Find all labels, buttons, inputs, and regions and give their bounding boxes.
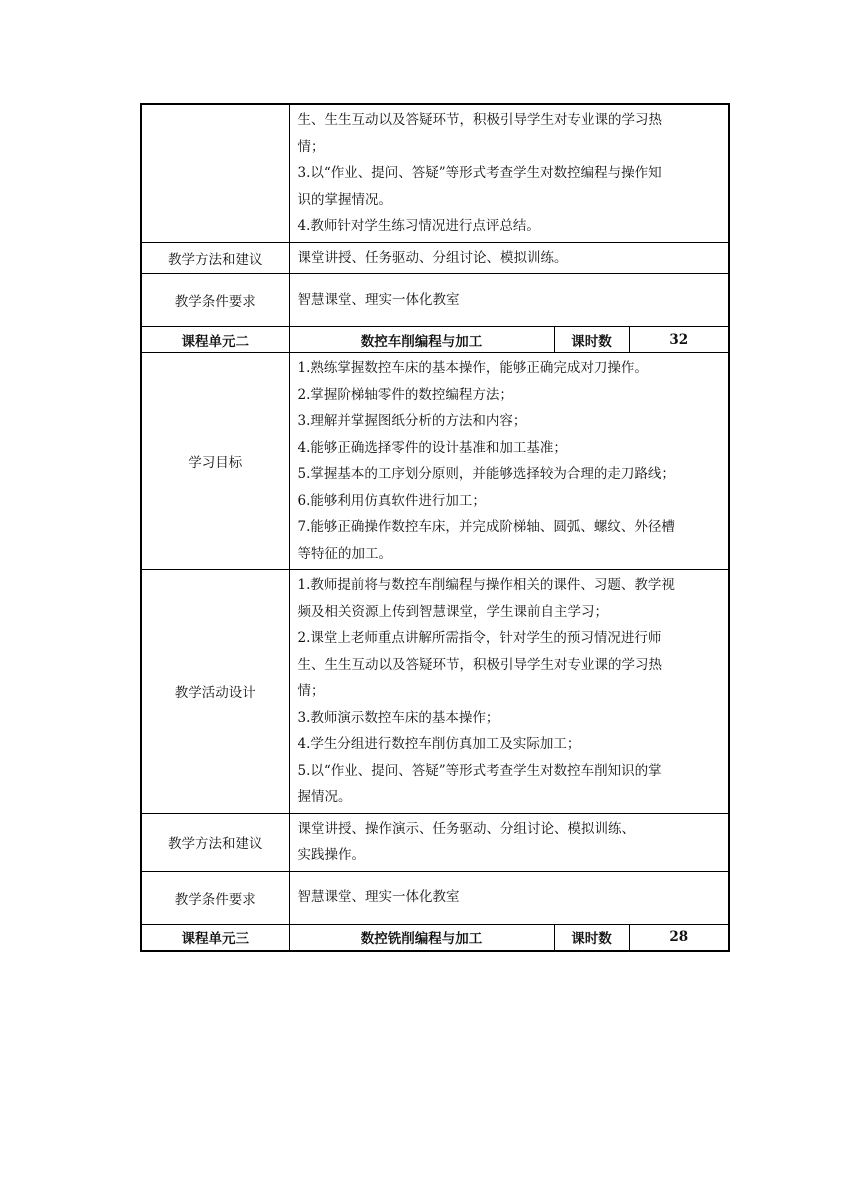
row-label: 教学活动设计	[141, 570, 289, 814]
text-line: 握情况。	[297, 789, 352, 805]
text-line: 识的掌握情况。	[297, 191, 392, 208]
text-line: 1.熟练掌握数控车床的基本操作，能够正确完成对刀操作。	[297, 360, 648, 376]
text-line: 7.能够正确操作数控车床，并完成阶梯轴、圆弧、螺纹、外径槽	[297, 519, 675, 535]
hours-value: 28	[629, 924, 729, 951]
row-label: 学习目标	[141, 353, 289, 570]
hours-label: 课时数	[554, 924, 629, 951]
text-line: 生、生生互动以及答疑环节，积极引导学生对专业课的学习热	[297, 656, 662, 673]
teaching-conditions: 智慧课堂、理实一体化教室	[289, 871, 729, 924]
table-row	[141, 813, 729, 871]
unit-label: 课程单元二	[141, 327, 289, 353]
text-line: 2.课堂上老师重点讲解所需指令，针对学生的预习情况进行师	[297, 630, 662, 646]
table-row	[141, 104, 729, 242]
text-line: 2.掌握阶梯轴零件的数控编程方法；	[297, 386, 513, 403]
activity-continued	[289, 104, 729, 242]
row-label: 教学条件要求	[141, 274, 289, 327]
text-line: 6.能够利用仿真软件进行加工；	[297, 492, 486, 509]
table-row	[141, 570, 729, 814]
text-line: 4.学生分组进行数控车削仿真加工及实际加工；	[297, 736, 581, 752]
text-line: 课堂讲授、操作演示、任务驱动、分组讨论、模拟训练、	[297, 820, 635, 837]
text-line: 3.教师演示数控车床的基本操作；	[297, 709, 500, 726]
learning-goals	[289, 353, 729, 570]
text-line: 实践操作。	[297, 847, 365, 863]
text-line: 生、生生互动以及答疑环节，积极引导学生对专业课的学习热	[297, 112, 662, 128]
hours-label: 课时数	[554, 327, 629, 353]
unit-header-row	[141, 924, 729, 951]
text-line: 情；	[297, 683, 325, 699]
row-label: 教学方法和建议	[141, 813, 289, 871]
text-line: 3.理解并掌握图纸分析的方法和内容；	[297, 413, 527, 429]
teaching-methods: 课堂讲授、任务驱动、分组讨论、模拟训练。	[289, 242, 729, 274]
row-label: 教学方法和建议	[141, 242, 289, 274]
text-line: 4.能够正确选择零件的设计基准和加工基准；	[297, 439, 567, 456]
text-line: 1.教师提前将与数控车削编程与操作相关的课件、习题、教学视	[297, 577, 675, 593]
text-line: 4.教师针对学生练习情况进行点评总结。	[297, 218, 540, 234]
unit-title: 数控铣削编程与加工	[289, 924, 554, 951]
row-label	[141, 104, 289, 242]
curriculum-table	[140, 103, 730, 952]
text-line: 频及相关资源上传到智慧课堂，学生课前自主学习；	[297, 603, 608, 620]
unit-header-row	[141, 327, 729, 353]
teaching-activity-design	[289, 570, 729, 814]
unit-title: 数控车削编程与加工	[289, 327, 554, 353]
text-line: 5.以“作业、提问、答疑”等形式考查学生对数控车削知识的掌	[297, 762, 662, 779]
text-line: 情；	[297, 138, 325, 155]
table-row	[141, 274, 729, 327]
teaching-methods	[289, 813, 729, 871]
table-row	[141, 353, 729, 570]
table-row	[141, 871, 729, 924]
text-line: 等特征的加工。	[297, 545, 392, 562]
unit-label: 课程单元三	[141, 924, 289, 951]
text-line: 3.以“作业、提问、答疑”等形式考查学生对数控编程与操作知	[297, 165, 662, 181]
table-row	[141, 242, 729, 274]
teaching-conditions: 智慧课堂、理实一体化教室	[289, 274, 729, 327]
hours-value: 32	[629, 327, 729, 353]
row-label: 教学条件要求	[141, 871, 289, 924]
text-line: 5.掌握基本的工序划分原则，并能够选择较为合理的走刀路线；	[297, 466, 675, 482]
